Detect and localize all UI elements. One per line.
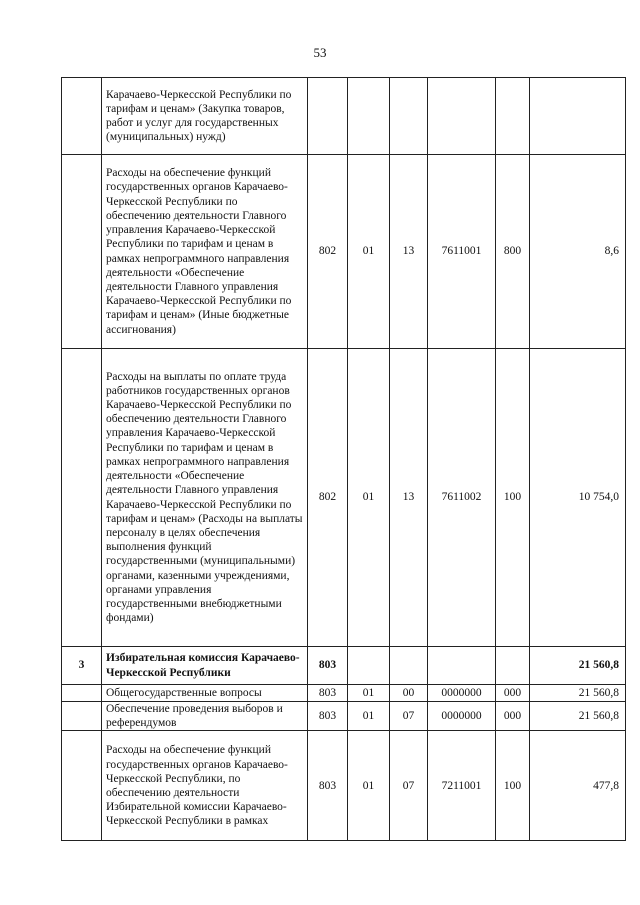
row-number-cell: [62, 731, 102, 841]
section-code-cell: 01: [348, 155, 390, 349]
target-article-cell: 7611002: [428, 349, 496, 647]
budget-table: [61, 77, 626, 841]
ministry-code-cell: [308, 78, 348, 155]
amount-cell: 477,8: [530, 731, 626, 841]
description-cell: Расходы на обеспечение функций государственных органов Карачаево-Черкесской Республики, по обеспечению деятельности Избирательной комиссии Карачаево-Черкесской Республики в рамках: [102, 731, 308, 841]
target-article-cell: 0000000: [428, 702, 496, 731]
target-article-cell: 0000000: [428, 685, 496, 702]
expense-type-cell: [496, 78, 530, 155]
row-number-cell: [62, 685, 102, 702]
section-code-cell: [348, 647, 390, 685]
subsection-code-cell: 07: [390, 702, 428, 731]
target-article-cell: [428, 647, 496, 685]
amount-cell: 8,6: [530, 155, 626, 349]
ministry-code-cell: 802: [308, 155, 348, 349]
amount-cell: 21 560,8: [530, 647, 626, 685]
row-number-cell: 3: [62, 647, 102, 685]
subsection-code-cell: 00: [390, 685, 428, 702]
amount-cell: 21 560,8: [530, 702, 626, 731]
table-row: [62, 78, 626, 155]
subsection-code-cell: 13: [390, 155, 428, 349]
target-article-cell: 7211001: [428, 731, 496, 841]
expense-type-cell: 800: [496, 155, 530, 349]
description-cell: Расходы на обеспечение функций государственных органов Карачаево-Черкесской Республики по обеспечению деятельности Главного управления Карачаево-Черкесской Республики по тарифам и ценам в рамках непрограммного направления деятельности «Обеспечение деятельности Главного управления Карачаево-Черкесской Республики по тарифам и ценам» (Иные бюджетные ассигнования): [102, 155, 308, 349]
section-code-cell: [348, 78, 390, 155]
description-cell: Избирательная комиссия Карачаево-Черкесской Республики: [102, 647, 308, 685]
amount-cell: 10 754,0: [530, 349, 626, 647]
target-article-cell: 7611001: [428, 155, 496, 349]
table-row: [62, 647, 626, 685]
description-cell: Общегосударственные вопросы: [102, 685, 308, 702]
table-row: [62, 155, 626, 349]
expense-type-cell: 000: [496, 685, 530, 702]
ministry-code-cell: 803: [308, 685, 348, 702]
ministry-code-cell: 802: [308, 349, 348, 647]
amount-cell: 21 560,8: [530, 685, 626, 702]
section-code-cell: 01: [348, 731, 390, 841]
ministry-code-cell: 803: [308, 731, 348, 841]
expense-type-cell: 000: [496, 702, 530, 731]
section-code-cell: 01: [348, 702, 390, 731]
page-number: 53: [313, 45, 327, 60]
table-row: [62, 685, 626, 702]
amount-cell: [530, 78, 626, 155]
row-number-cell: [62, 155, 102, 349]
table-row: [62, 702, 626, 731]
description-cell: Обеспечение проведения выборов и референдумов: [102, 702, 308, 731]
row-number-cell: [62, 702, 102, 731]
table-row: [62, 349, 626, 647]
description-cell: Карачаево-Черкесской Республики по тарифам и ценам» (Закупка товаров, работ и услуг для государственных (муниципальных) нужд): [102, 78, 308, 155]
description-cell: Расходы на выплаты по оплате труда работников государственных органов Карачаево-Черкесской Республики по обеспечению деятельности Главного управления Карачаево-Черкесской Республики по тарифам и ценам в рамках непрограммного направления деятельности «Обеспечение деятельности Главного управления Карачаево-Черкесской Республики по тарифам и ценам» (Расходы на выплаты персоналу в целях обеспечения выполнения функций государственными (муниципальными) органами, казенными учреждениями, органами управления государственными внебюджетными фондами): [102, 349, 308, 647]
section-code-cell: 01: [348, 685, 390, 702]
expense-type-cell: [496, 647, 530, 685]
subsection-code-cell: 07: [390, 731, 428, 841]
row-number-cell: [62, 349, 102, 647]
row-number-cell: [62, 78, 102, 155]
table-row: [62, 731, 626, 841]
subsection-code-cell: [390, 78, 428, 155]
expense-type-cell: 100: [496, 731, 530, 841]
ministry-code-cell: 803: [308, 702, 348, 731]
expense-type-cell: 100: [496, 349, 530, 647]
subsection-code-cell: 13: [390, 349, 428, 647]
subsection-code-cell: [390, 647, 428, 685]
section-code-cell: 01: [348, 349, 390, 647]
target-article-cell: [428, 78, 496, 155]
ministry-code-cell: 803: [308, 647, 348, 685]
